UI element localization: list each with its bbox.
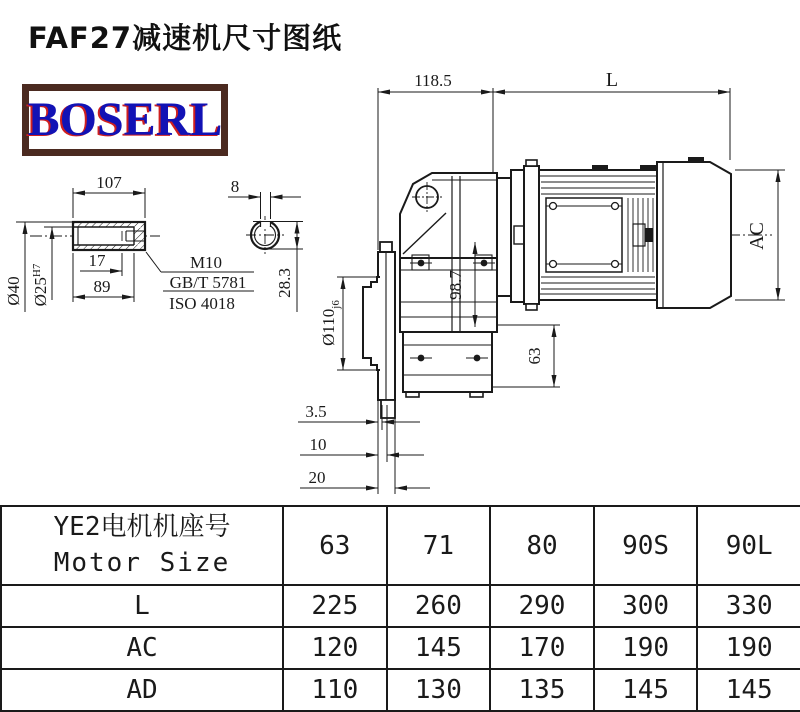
dim-axis-to-bottom-label: 63	[525, 347, 544, 365]
table-cell: 130	[387, 669, 491, 711]
page-title: FAF27减速机尺寸图纸	[28, 21, 343, 55]
table-header-en: Motor Size	[53, 547, 231, 578]
row-label-AC: AC	[1, 627, 283, 669]
table-header-cn: YE2电机机座号	[53, 512, 231, 543]
standard-iso-label: ISO 4018	[169, 294, 235, 313]
dim-step2-label: 10	[309, 435, 327, 454]
dim-shaft-length-label: 107	[96, 173, 122, 192]
row-label-AD: AD	[1, 669, 283, 711]
motor-size-table	[0, 505, 800, 712]
dim-keyway-width-label: 8	[230, 177, 240, 196]
dim-flange-spigot-label: $Ø110_{j6}$	[319, 300, 342, 346]
table-cell: 225	[283, 585, 387, 627]
standard-gb-label: GB/T 5781	[169, 273, 247, 292]
table-row-AD	[1, 669, 800, 711]
dim-bore-diameter-label: $Ø25^{H7}$	[31, 263, 50, 307]
dim-motor-diameter-label: AC	[746, 222, 768, 250]
table-cell: 300	[594, 585, 698, 627]
table-col-71: 71	[387, 506, 491, 585]
dim-keyway-height-label: 28.3	[275, 268, 294, 298]
dim-shaft-outer-diameter-label: Ø40	[4, 276, 23, 306]
table-cell: 290	[490, 585, 594, 627]
dim-step1-label: 3.5	[305, 402, 327, 421]
table-row-AC	[1, 627, 800, 669]
table-cell: 120	[283, 627, 387, 669]
table-cell: 145	[594, 669, 698, 711]
table-cell: 135	[490, 669, 594, 711]
table-cell: 330	[697, 585, 800, 627]
dim-step3-label: 20	[308, 468, 326, 487]
table-row-L	[1, 585, 800, 627]
table-col-90L: 90L	[697, 506, 800, 585]
table-cell: 145	[387, 627, 491, 669]
table-cell: 145	[697, 669, 800, 711]
hollow-shaft-section-view	[4, 173, 254, 313]
fan-cover	[657, 162, 731, 308]
table-col-80: 80	[490, 506, 594, 585]
table-cell: 190	[697, 627, 800, 669]
thread-spec-label: M10	[189, 253, 223, 272]
table-cell: 110	[283, 669, 387, 711]
dim-bore-depth-label: 89	[93, 277, 111, 296]
table-cell: 170	[490, 627, 594, 669]
boserl-logo-text: BOSERL	[27, 93, 223, 146]
table-header-motor-size	[1, 506, 283, 585]
table-cell: 190	[594, 627, 698, 669]
table-col-63: 63	[283, 506, 387, 585]
gearmotor-side-view	[298, 69, 785, 494]
flange-spigot-hub	[363, 277, 380, 370]
dim-gearbox-length-label: 118.5	[414, 71, 452, 90]
table-col-90S: 90S	[594, 506, 698, 585]
motor-body	[539, 170, 657, 300]
dim-bore-step-label: 17	[88, 251, 106, 270]
dim-motor-length-label: L	[605, 69, 619, 91]
dim-housing-label: 98.7	[446, 270, 465, 300]
table-cell: 260	[387, 585, 491, 627]
row-label-L: L	[1, 585, 283, 627]
